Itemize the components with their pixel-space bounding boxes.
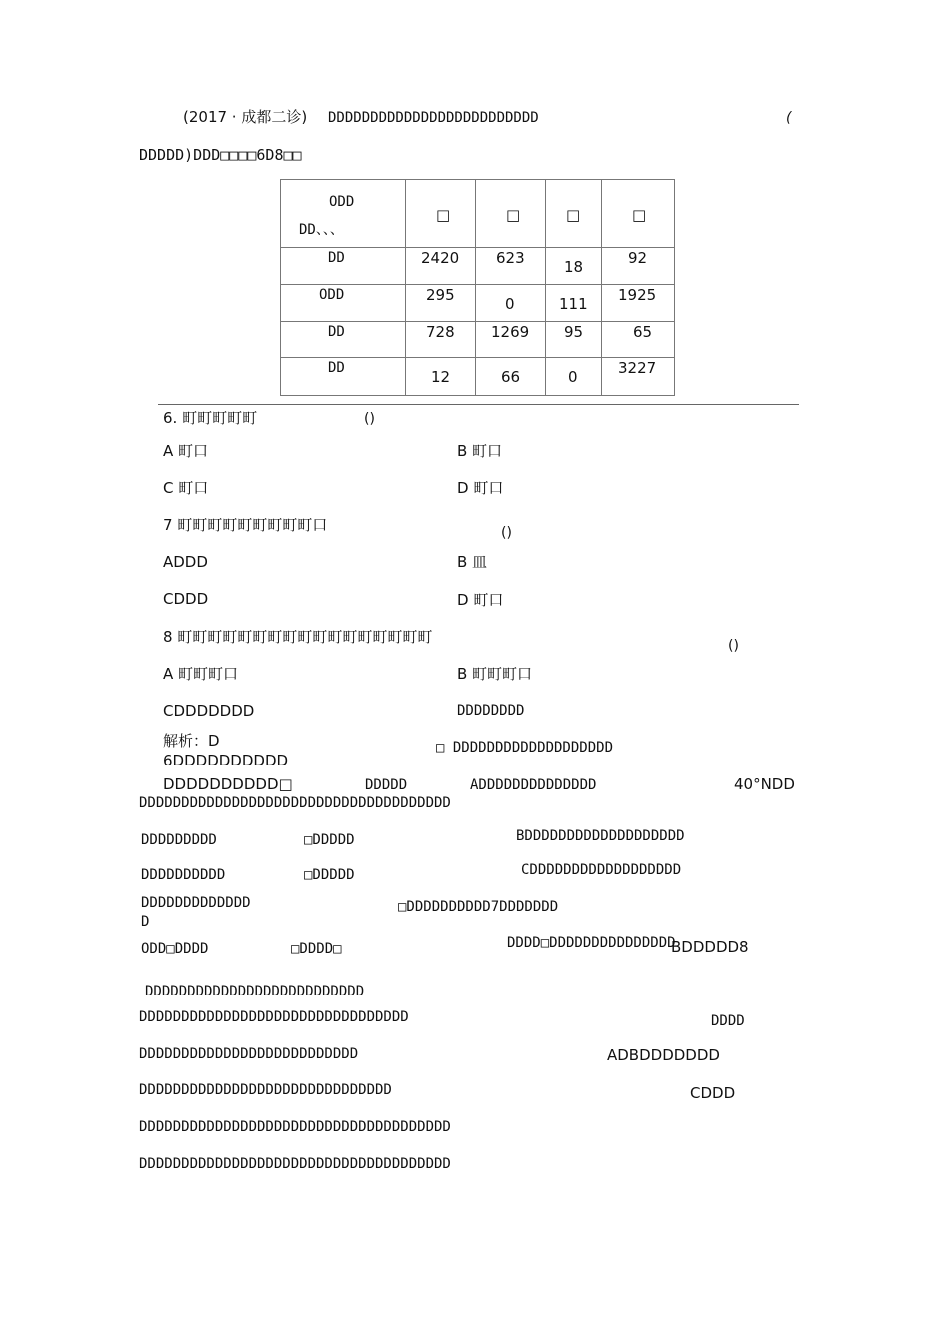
table-row xyxy=(281,322,675,358)
q8-option-a[interactable]: A 町町町口 xyxy=(163,665,239,683)
analysis-text: DDDDDDDDDDDDD xyxy=(141,895,251,911)
q6-option-b[interactable]: B 町口 xyxy=(457,442,503,460)
row-label-cell: ODD xyxy=(281,285,406,322)
table-cell: 2420 xyxy=(406,248,476,285)
analysis-text: □DDDDD xyxy=(304,867,355,883)
table-corner-cell xyxy=(281,180,406,248)
analysis-text: DDDDDDDDDDDDDDDDDDDDDDDDDD xyxy=(145,984,365,995)
table-header-cell: □ xyxy=(476,180,546,248)
analysis-text: ODD□DDDD xyxy=(141,941,209,957)
q6-stem: 6. 町町町町町 xyxy=(163,409,258,427)
q8-stem: 8 町町町町町町町町町町町町町町町町町 xyxy=(163,628,433,646)
analysis-text: DDDDDDDDDDDDDDDDDDDDDDDDDDDDDDDD xyxy=(139,1009,409,1025)
table-cell: 1269 xyxy=(476,322,546,358)
analysis-text: BDDDDDDDDDDDDDDDDDDD xyxy=(516,828,685,844)
analysis-text: CDDD xyxy=(690,1084,736,1102)
table-cell: 92 xyxy=(602,248,675,285)
analysis-text: DDDDDDDDDD□ xyxy=(163,775,293,793)
data-table xyxy=(280,179,675,396)
row-label-cell: DD xyxy=(281,322,406,358)
table-cell: 0 xyxy=(546,358,602,396)
analysis-text: DDDD□DDDDDDDDDDDDDDD xyxy=(507,935,676,951)
question-source: (2017 · 成都二诊) xyxy=(183,108,308,126)
q7-option-b[interactable]: B 皿 xyxy=(457,553,488,571)
table-cell: 65 xyxy=(602,322,675,358)
q8-option-d[interactable]: DDDDDDDD xyxy=(457,703,525,719)
table-cell: 623 xyxy=(476,248,546,285)
q6-answer-bracket: () xyxy=(364,411,375,427)
analysis-text: DDDDDDDDDDDDDDDDDDDDDDDDDD xyxy=(139,1046,359,1062)
table-cell: 295 xyxy=(406,285,476,322)
corner-bottom-label: DD、、、 xyxy=(299,222,344,238)
section-divider xyxy=(158,404,799,405)
row-label-cell: DD xyxy=(281,248,406,285)
table-row xyxy=(281,285,675,322)
table-cell: 95 xyxy=(546,322,602,358)
analysis-text: DDDDDDDDDDDDDDDDDDDDDDDDDDDDDDDDDDDDD xyxy=(139,795,451,811)
analysis-text: BDDDDD8 xyxy=(671,938,749,956)
table-header-cell: □ xyxy=(602,180,675,248)
analysis-text: CDDDDDDDDDDDDDDDDDD xyxy=(521,862,682,878)
question-open-bracket: ( xyxy=(786,110,792,126)
table-cell: 12 xyxy=(406,358,476,396)
q7-answer-bracket: () xyxy=(501,525,512,541)
analysis-text: □DDDDD xyxy=(304,832,355,848)
table-cell: 0 xyxy=(476,285,546,322)
q7-option-a[interactable]: ADDD xyxy=(163,553,208,571)
analysis-text: ADDDDDDDDDDDDDD xyxy=(470,777,597,793)
q7-option-c[interactable]: CDDD xyxy=(163,590,209,608)
q6-option-d[interactable]: D 町口 xyxy=(457,479,504,497)
analysis-text: DDDD xyxy=(711,1013,745,1027)
q6-option-a[interactable]: A 町口 xyxy=(163,442,209,460)
analysis-text: DDDDDDDDDDDDDDDDDDDDDDDDDDDDDD xyxy=(139,1082,392,1098)
q7-stem: 7 町町町町町町町町町口 xyxy=(163,516,328,534)
row-label-cell: DD xyxy=(281,358,406,396)
q7-option-d[interactable]: D 町口 xyxy=(457,591,504,609)
table-cell: 728 xyxy=(406,322,476,358)
analysis-text: □DDDD□ xyxy=(291,941,342,957)
analysis-text: 6DDDDDDDDDD xyxy=(163,752,289,765)
table-row xyxy=(281,358,675,396)
corner-top-label: ODD xyxy=(329,194,355,210)
analysis-text: D xyxy=(141,914,150,930)
table-cell: 66 xyxy=(476,358,546,396)
analysis-text: □ DDDDDDDDDDDDDDDDDDD xyxy=(436,740,614,756)
analysis-text: ADBDDDDDDD xyxy=(607,1046,720,1064)
analysis-text: 40°NDD xyxy=(734,775,795,793)
table-cell: 3227 xyxy=(602,358,675,396)
table-header-cell: □ xyxy=(406,180,476,248)
q8-option-b[interactable]: B 町町町口 xyxy=(457,665,533,683)
question-text-line1: DDDDDDDDDDDDDDDDDDDDDDDDD xyxy=(328,110,539,126)
analysis-text: DDDDDDDDDDDDDDDDDDDDDDDDDDDDDDDDDDDDD xyxy=(139,1119,451,1135)
question-text-line2: DDDDD)DDD□□□□6D8□□ xyxy=(139,146,302,164)
table-cell: 111 xyxy=(546,285,602,322)
q8-answer-bracket: () xyxy=(728,638,739,654)
table-row xyxy=(281,248,675,285)
q6-option-c[interactable]: C 町口 xyxy=(163,479,209,497)
analysis-text: □DDDDDDDDDD7DDDDDDD xyxy=(398,899,559,915)
analysis-label: 解析：D xyxy=(163,732,220,750)
analysis-text: DDDDD xyxy=(365,777,408,793)
table-cell: 18 xyxy=(546,248,602,285)
table-header-row xyxy=(281,180,675,248)
analysis-text: DDDDDDDDDDDDDDDDDDDDDDDDDDDDDDDDDDDDD xyxy=(139,1156,451,1172)
table-header-cell: □ xyxy=(546,180,602,248)
q8-option-c[interactable]: CDDDDDDD xyxy=(163,702,255,720)
table-cell: 1925 xyxy=(602,285,675,322)
analysis-text: DDDDDDDDD xyxy=(141,832,217,848)
analysis-text: DDDDDDDDDD xyxy=(141,867,226,883)
